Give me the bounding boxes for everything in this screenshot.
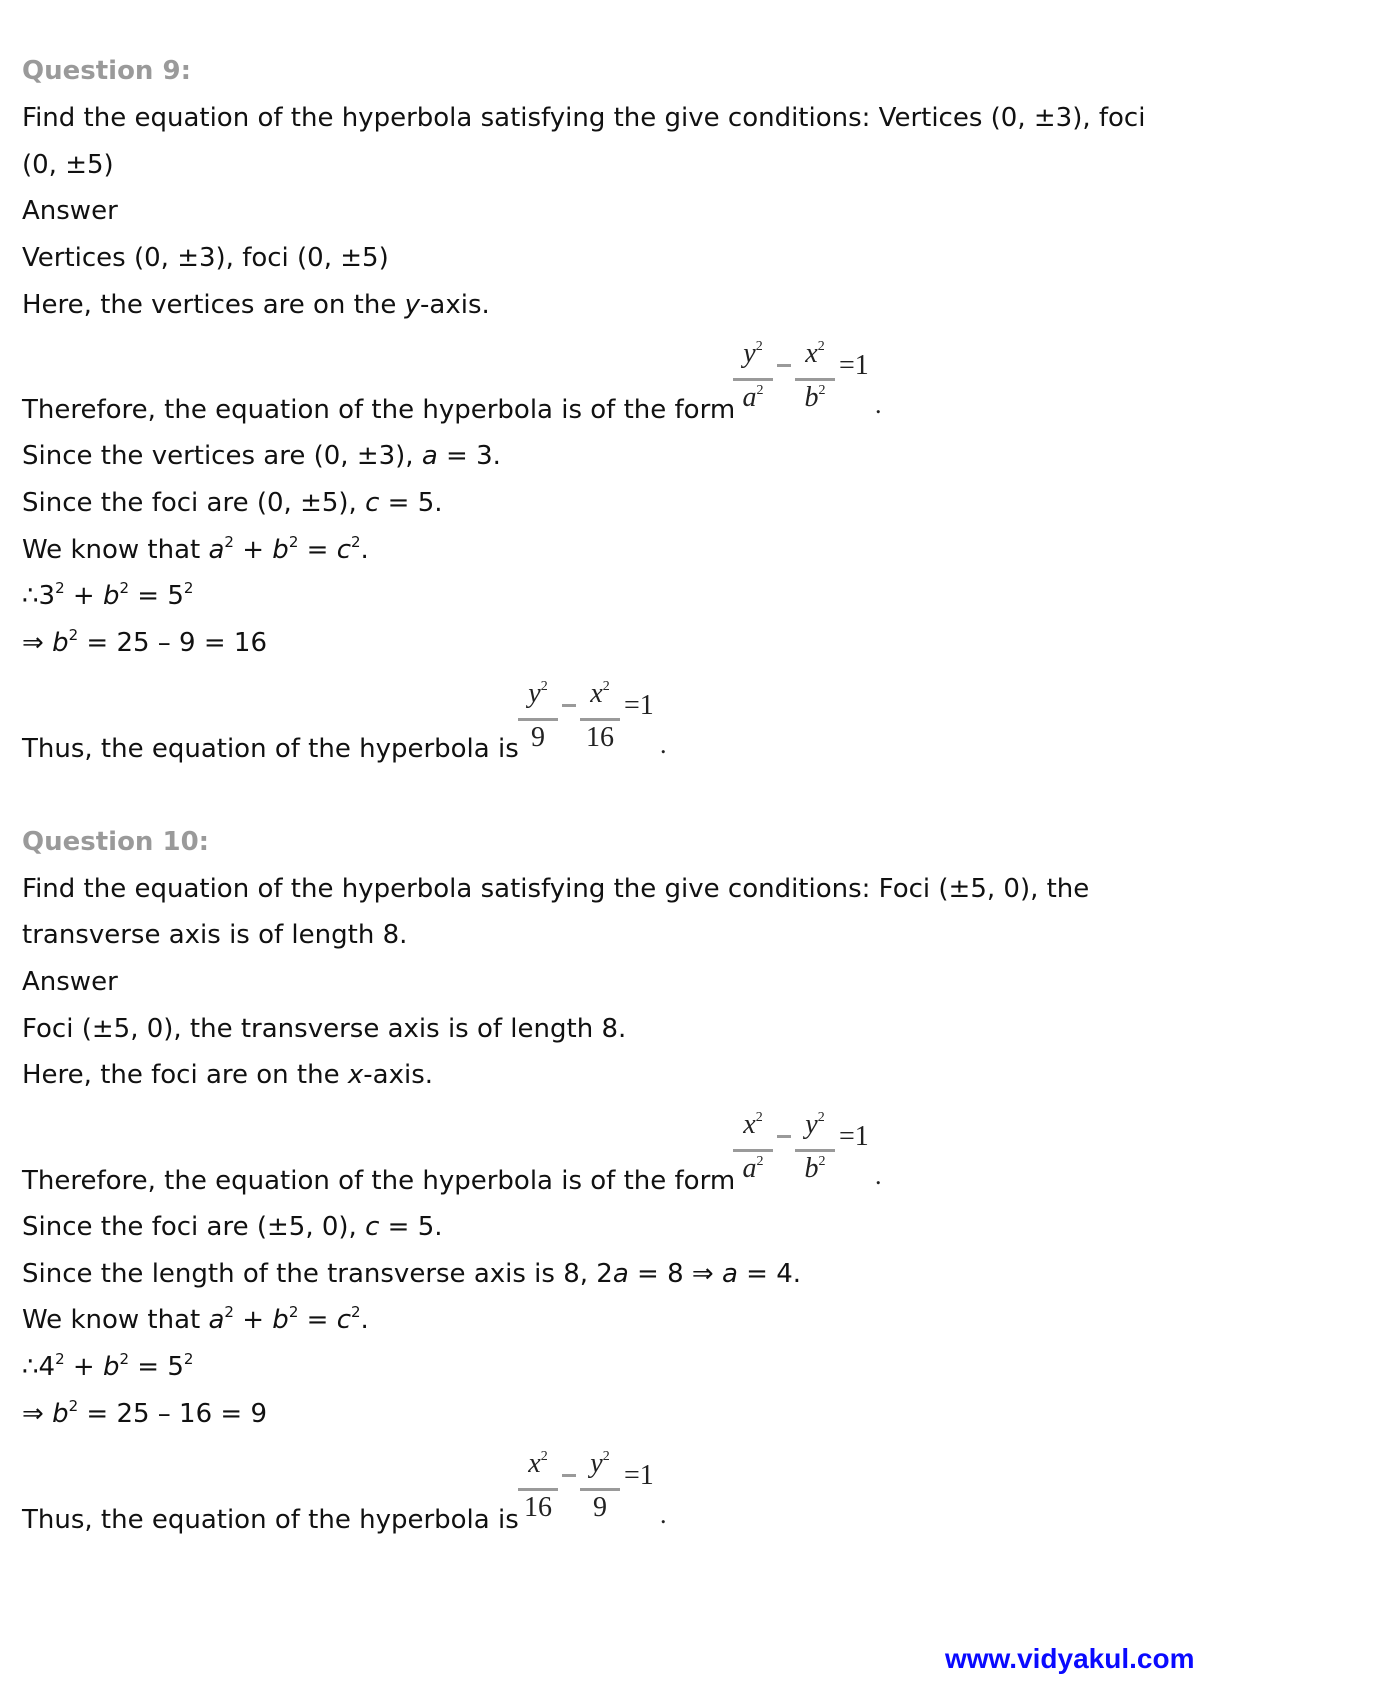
denominator: 9 bbox=[593, 1492, 607, 1523]
period: . bbox=[875, 1161, 882, 1190]
text: Since the vertices are (0, ±3), bbox=[22, 441, 422, 471]
var: c bbox=[336, 535, 351, 565]
answer-restate: Foci (±5, 0), the transverse axis is of length 8. bbox=[22, 1014, 627, 1044]
period: . bbox=[660, 1500, 667, 1529]
var: a bbox=[208, 1305, 225, 1335]
fraction-bar bbox=[795, 1149, 835, 1152]
equals-one: =1 bbox=[624, 1460, 654, 1491]
numerator: $x^2$ bbox=[743, 1109, 763, 1140]
var: b bbox=[272, 1305, 289, 1335]
fraction-bar bbox=[518, 718, 558, 721]
answer-axis-line bbox=[22, 1059, 433, 1091]
question-heading: Question 9: bbox=[22, 56, 191, 86]
equals-one: =1 bbox=[624, 690, 654, 721]
step-3: $\therefore 3^2 + b^2 = 5^2$ bbox=[22, 579, 194, 611]
answer-restate: Vertices (0, ±3), foci (0, ±5) bbox=[22, 243, 389, 273]
denominator: $a^2$ bbox=[742, 382, 764, 413]
equals-one: =1 bbox=[839, 350, 869, 381]
var: c bbox=[365, 1212, 380, 1242]
step-4: ⇒ $b^2 = 25 - 16 = 9$ bbox=[22, 1397, 267, 1429]
denominator: 9 bbox=[531, 722, 545, 753]
minus-sign bbox=[562, 1474, 576, 1477]
var: c bbox=[336, 1305, 351, 1335]
numerator: $x^2$ bbox=[590, 678, 610, 709]
numerator: $y^2$ bbox=[743, 338, 763, 369]
fraction-bar bbox=[733, 1149, 773, 1152]
form-line: Therefore, the equation of the hyperbola is of the form bbox=[22, 1166, 736, 1196]
step-4: ⇒ $b^2 = 25 - 9 = 16$ bbox=[22, 626, 267, 658]
numerator: $y^2$ bbox=[590, 1448, 610, 1479]
text: = 3. bbox=[437, 441, 501, 471]
var: a bbox=[421, 441, 438, 471]
text: Here, the vertices are on the bbox=[22, 290, 405, 320]
period: . bbox=[875, 390, 882, 419]
question-heading: Question 10: bbox=[22, 827, 210, 857]
question-text-line1: Find the equation of the hyperbola satisfying the give conditions: Foci (±5, 0), the bbox=[22, 874, 1090, 904]
fraction-bar bbox=[580, 718, 620, 721]
question-text-line2: (0, ±5) bbox=[22, 150, 114, 180]
text: We know that bbox=[22, 1305, 209, 1335]
text: -axis. bbox=[363, 1060, 434, 1090]
result-line: Thus, the equation of the hyperbola is bbox=[22, 734, 519, 764]
watermark-link[interactable]: www.vidyakul.com bbox=[945, 1643, 1195, 1674]
minus-sign bbox=[777, 1135, 791, 1138]
result-formula bbox=[518, 1448, 678, 1538]
numerator: $y^2$ bbox=[805, 1109, 825, 1140]
equals-one: =1 bbox=[839, 1121, 869, 1152]
form-line: Therefore, the equation of the hyperbola is of the form bbox=[22, 395, 736, 425]
minus-sign bbox=[777, 364, 791, 367]
step-3: $\therefore 4^2 + b^2 = 5^2$ bbox=[22, 1350, 194, 1382]
text: We know that bbox=[22, 535, 209, 565]
answer-axis-line bbox=[22, 289, 490, 321]
fraction-bar bbox=[518, 1488, 558, 1491]
question-text-line2: transverse axis is of length 8. bbox=[22, 920, 408, 950]
fraction-bar bbox=[580, 1488, 620, 1491]
text: -axis. bbox=[420, 290, 490, 320]
minus-sign bbox=[562, 704, 576, 707]
numerator: $y^2$ bbox=[528, 678, 548, 709]
text: Since the foci are (0, ±5), bbox=[22, 488, 366, 518]
fraction-bar bbox=[733, 378, 773, 381]
pythagoras-line: We know that $a^2 + b^2 = c^2$. bbox=[22, 533, 369, 565]
var: a bbox=[721, 1259, 738, 1289]
var: a bbox=[208, 535, 225, 565]
var: y bbox=[404, 290, 421, 320]
answer-label: Answer bbox=[22, 967, 118, 997]
general-form-formula bbox=[733, 1109, 893, 1199]
answer-label: Answer bbox=[22, 196, 118, 226]
numerator: $x^2$ bbox=[528, 1448, 548, 1479]
step-2 bbox=[22, 1258, 801, 1290]
period: . bbox=[660, 730, 667, 759]
numerator: $x^2$ bbox=[805, 338, 825, 369]
text: Since the length of the transverse axis is 8, 2 bbox=[22, 1259, 613, 1289]
text: = 4. bbox=[737, 1259, 801, 1289]
general-form-formula bbox=[733, 338, 893, 428]
step-1 bbox=[22, 1211, 443, 1243]
var: c bbox=[365, 488, 380, 518]
fraction-bar bbox=[795, 378, 835, 381]
var: b bbox=[272, 535, 289, 565]
question-text-line1: Find the equation of the hyperbola satisfying the give conditions: Vertices (0, ±3), foci bbox=[22, 103, 1146, 133]
denominator: 16 bbox=[524, 1492, 552, 1523]
step-1 bbox=[22, 440, 501, 472]
text: Since the foci are (±5, 0), bbox=[22, 1212, 366, 1242]
pythagoras-line: We know that $a^2 + b^2 = c^2$. bbox=[22, 1303, 369, 1335]
var: a bbox=[612, 1259, 629, 1289]
denominator: 16 bbox=[586, 722, 614, 753]
denominator: $b^2$ bbox=[804, 382, 826, 413]
result-formula bbox=[518, 678, 678, 768]
denominator: $b^2$ bbox=[804, 1153, 826, 1184]
text: = 5. bbox=[379, 1212, 443, 1242]
result-line: Thus, the equation of the hyperbola is bbox=[22, 1505, 519, 1535]
step-2 bbox=[22, 487, 443, 519]
denominator: $a^2$ bbox=[742, 1153, 764, 1184]
text: = 5. bbox=[379, 488, 443, 518]
text: = 8 ⇒ bbox=[628, 1259, 722, 1289]
text: Here, the foci are on the bbox=[22, 1060, 348, 1090]
var: x bbox=[347, 1060, 364, 1090]
